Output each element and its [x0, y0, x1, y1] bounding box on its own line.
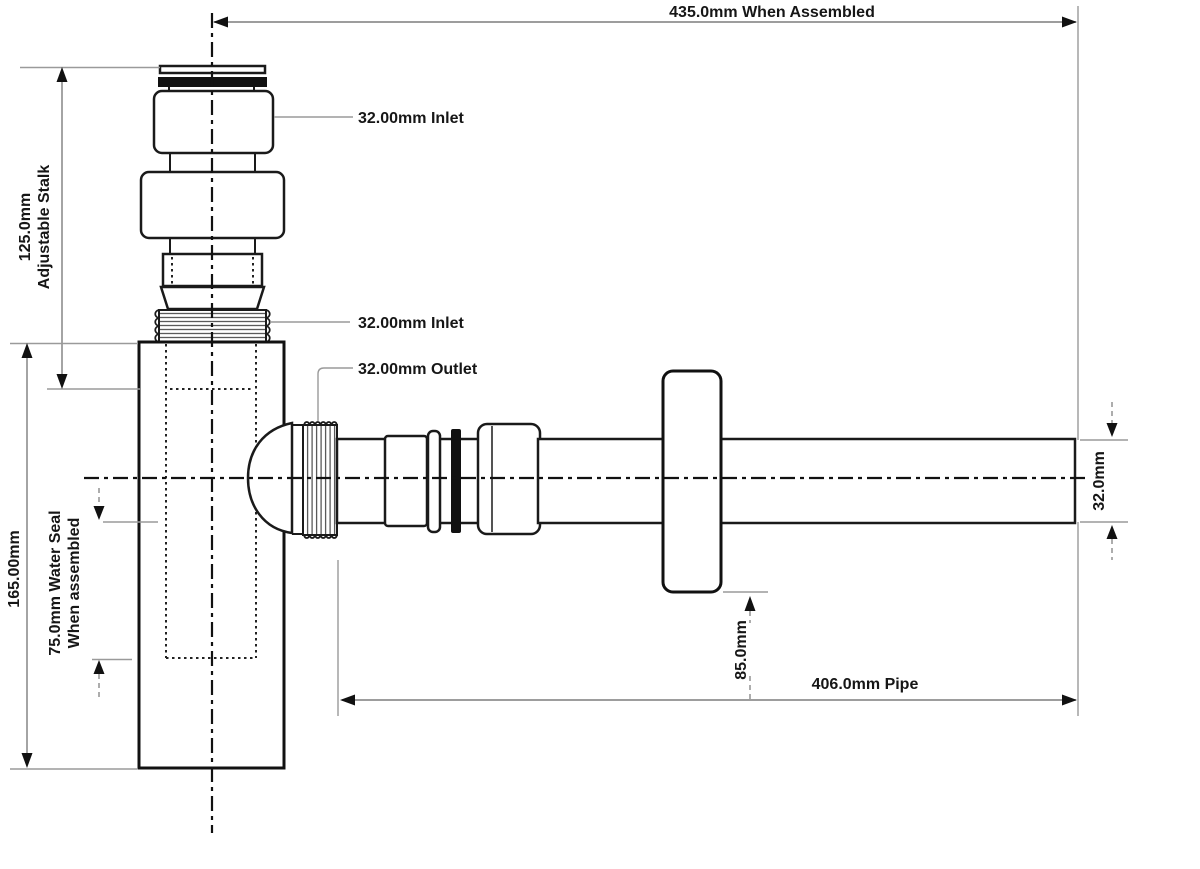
dim-flange-offset-label: 85.0mm: [733, 620, 750, 680]
upper-nut: [154, 91, 273, 153]
dim-flange-offset: [723, 592, 768, 699]
arrow-down-icon: [94, 506, 105, 520]
dim-overall-width: [213, 4, 1078, 716]
arrow-left-icon: [213, 17, 228, 28]
arrow-up-icon: [22, 343, 33, 358]
wall-flange: [663, 371, 721, 592]
arrow-up-icon: [1107, 525, 1118, 539]
arrow-up-icon: [745, 596, 756, 611]
arrow-up-icon: [94, 660, 105, 674]
dim-stalk-label-1: 125.0mm: [17, 192, 34, 262]
rubber-seal-ring: [451, 429, 461, 533]
arrow-down-icon: [57, 374, 68, 389]
label-inlet-top: [274, 110, 465, 127]
dim-stalk-label-2: Adjustable Stalk: [36, 164, 53, 290]
outlet-assembly: [248, 422, 540, 538]
dim-body-height-label: 165.00mm: [6, 530, 23, 608]
arrow-down-icon: [1107, 423, 1118, 437]
dim-overall-label: 435.0mm When Assembled: [669, 4, 875, 21]
arrow-right-icon: [1062, 695, 1077, 706]
outlet-threads: [303, 425, 337, 535]
dim-water-seal-label-2: When assembled: [66, 517, 83, 649]
inlet-top-label: 32.00mm Inlet: [358, 110, 464, 127]
inlet-lower-label: 32.00mm Inlet: [358, 315, 464, 332]
dim-pipe-diameter: [1080, 402, 1128, 560]
outlet-pipe: [538, 439, 1075, 523]
label-outlet: [318, 361, 478, 421]
flare-collar: [428, 431, 440, 532]
leader-line: [318, 368, 353, 421]
label-inlet-lower: [270, 315, 465, 332]
dim-pipe-length-label: 406.0mm Pipe: [811, 676, 919, 693]
arrow-down-icon: [22, 753, 33, 768]
dim-pipe-diameter-label: 32.0mm: [1091, 451, 1108, 511]
dim-water-seal-label-1: 75.0mm Water Seal: [47, 510, 64, 656]
arrow-left-icon: [340, 695, 355, 706]
outlet-label: 32.00mm Outlet: [358, 361, 478, 378]
arrow-up-icon: [57, 67, 68, 82]
pipe-run: [538, 371, 1075, 592]
arrow-right-icon: [1062, 17, 1077, 28]
expansion-fitting: [385, 436, 427, 526]
